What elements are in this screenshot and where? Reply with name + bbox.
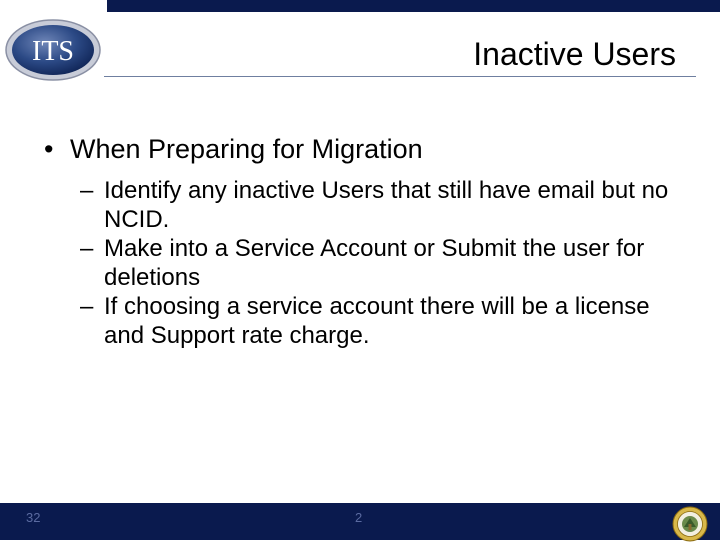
page-number: 2 bbox=[355, 510, 363, 525]
main-bullet-text: When Preparing for Migration bbox=[70, 134, 423, 164]
logo-text: ITS bbox=[32, 36, 74, 67]
top-header-bar bbox=[107, 0, 720, 12]
sub-bullet-text: Make into a Service Account or Submit the user for deletions bbox=[104, 235, 645, 291]
sub-bullet-text: If choosing a service account there will be a license and Support rate charge. bbox=[104, 293, 650, 349]
footer-bar bbox=[0, 503, 720, 540]
dash-icon: – bbox=[80, 293, 94, 320]
sub-bullet bbox=[80, 176, 680, 234]
bullet-dot-icon: • bbox=[44, 134, 54, 164]
slide-title: Inactive Users bbox=[473, 36, 676, 72]
slide-number: 32 bbox=[26, 510, 41, 525]
sub-bullet bbox=[80, 234, 680, 292]
top-header-bar-gap bbox=[0, 0, 107, 12]
main-bullet bbox=[44, 134, 423, 165]
state-seal-icon bbox=[672, 506, 708, 542]
title-underline bbox=[104, 76, 696, 77]
dash-icon: – bbox=[80, 235, 94, 262]
dash-icon: – bbox=[80, 177, 94, 204]
sub-bullet-text: Identify any inactive Users that still have email but no NCID. bbox=[104, 177, 669, 233]
its-logo bbox=[4, 18, 102, 82]
sub-bullet bbox=[80, 292, 680, 350]
sub-bullet-list bbox=[80, 176, 680, 350]
